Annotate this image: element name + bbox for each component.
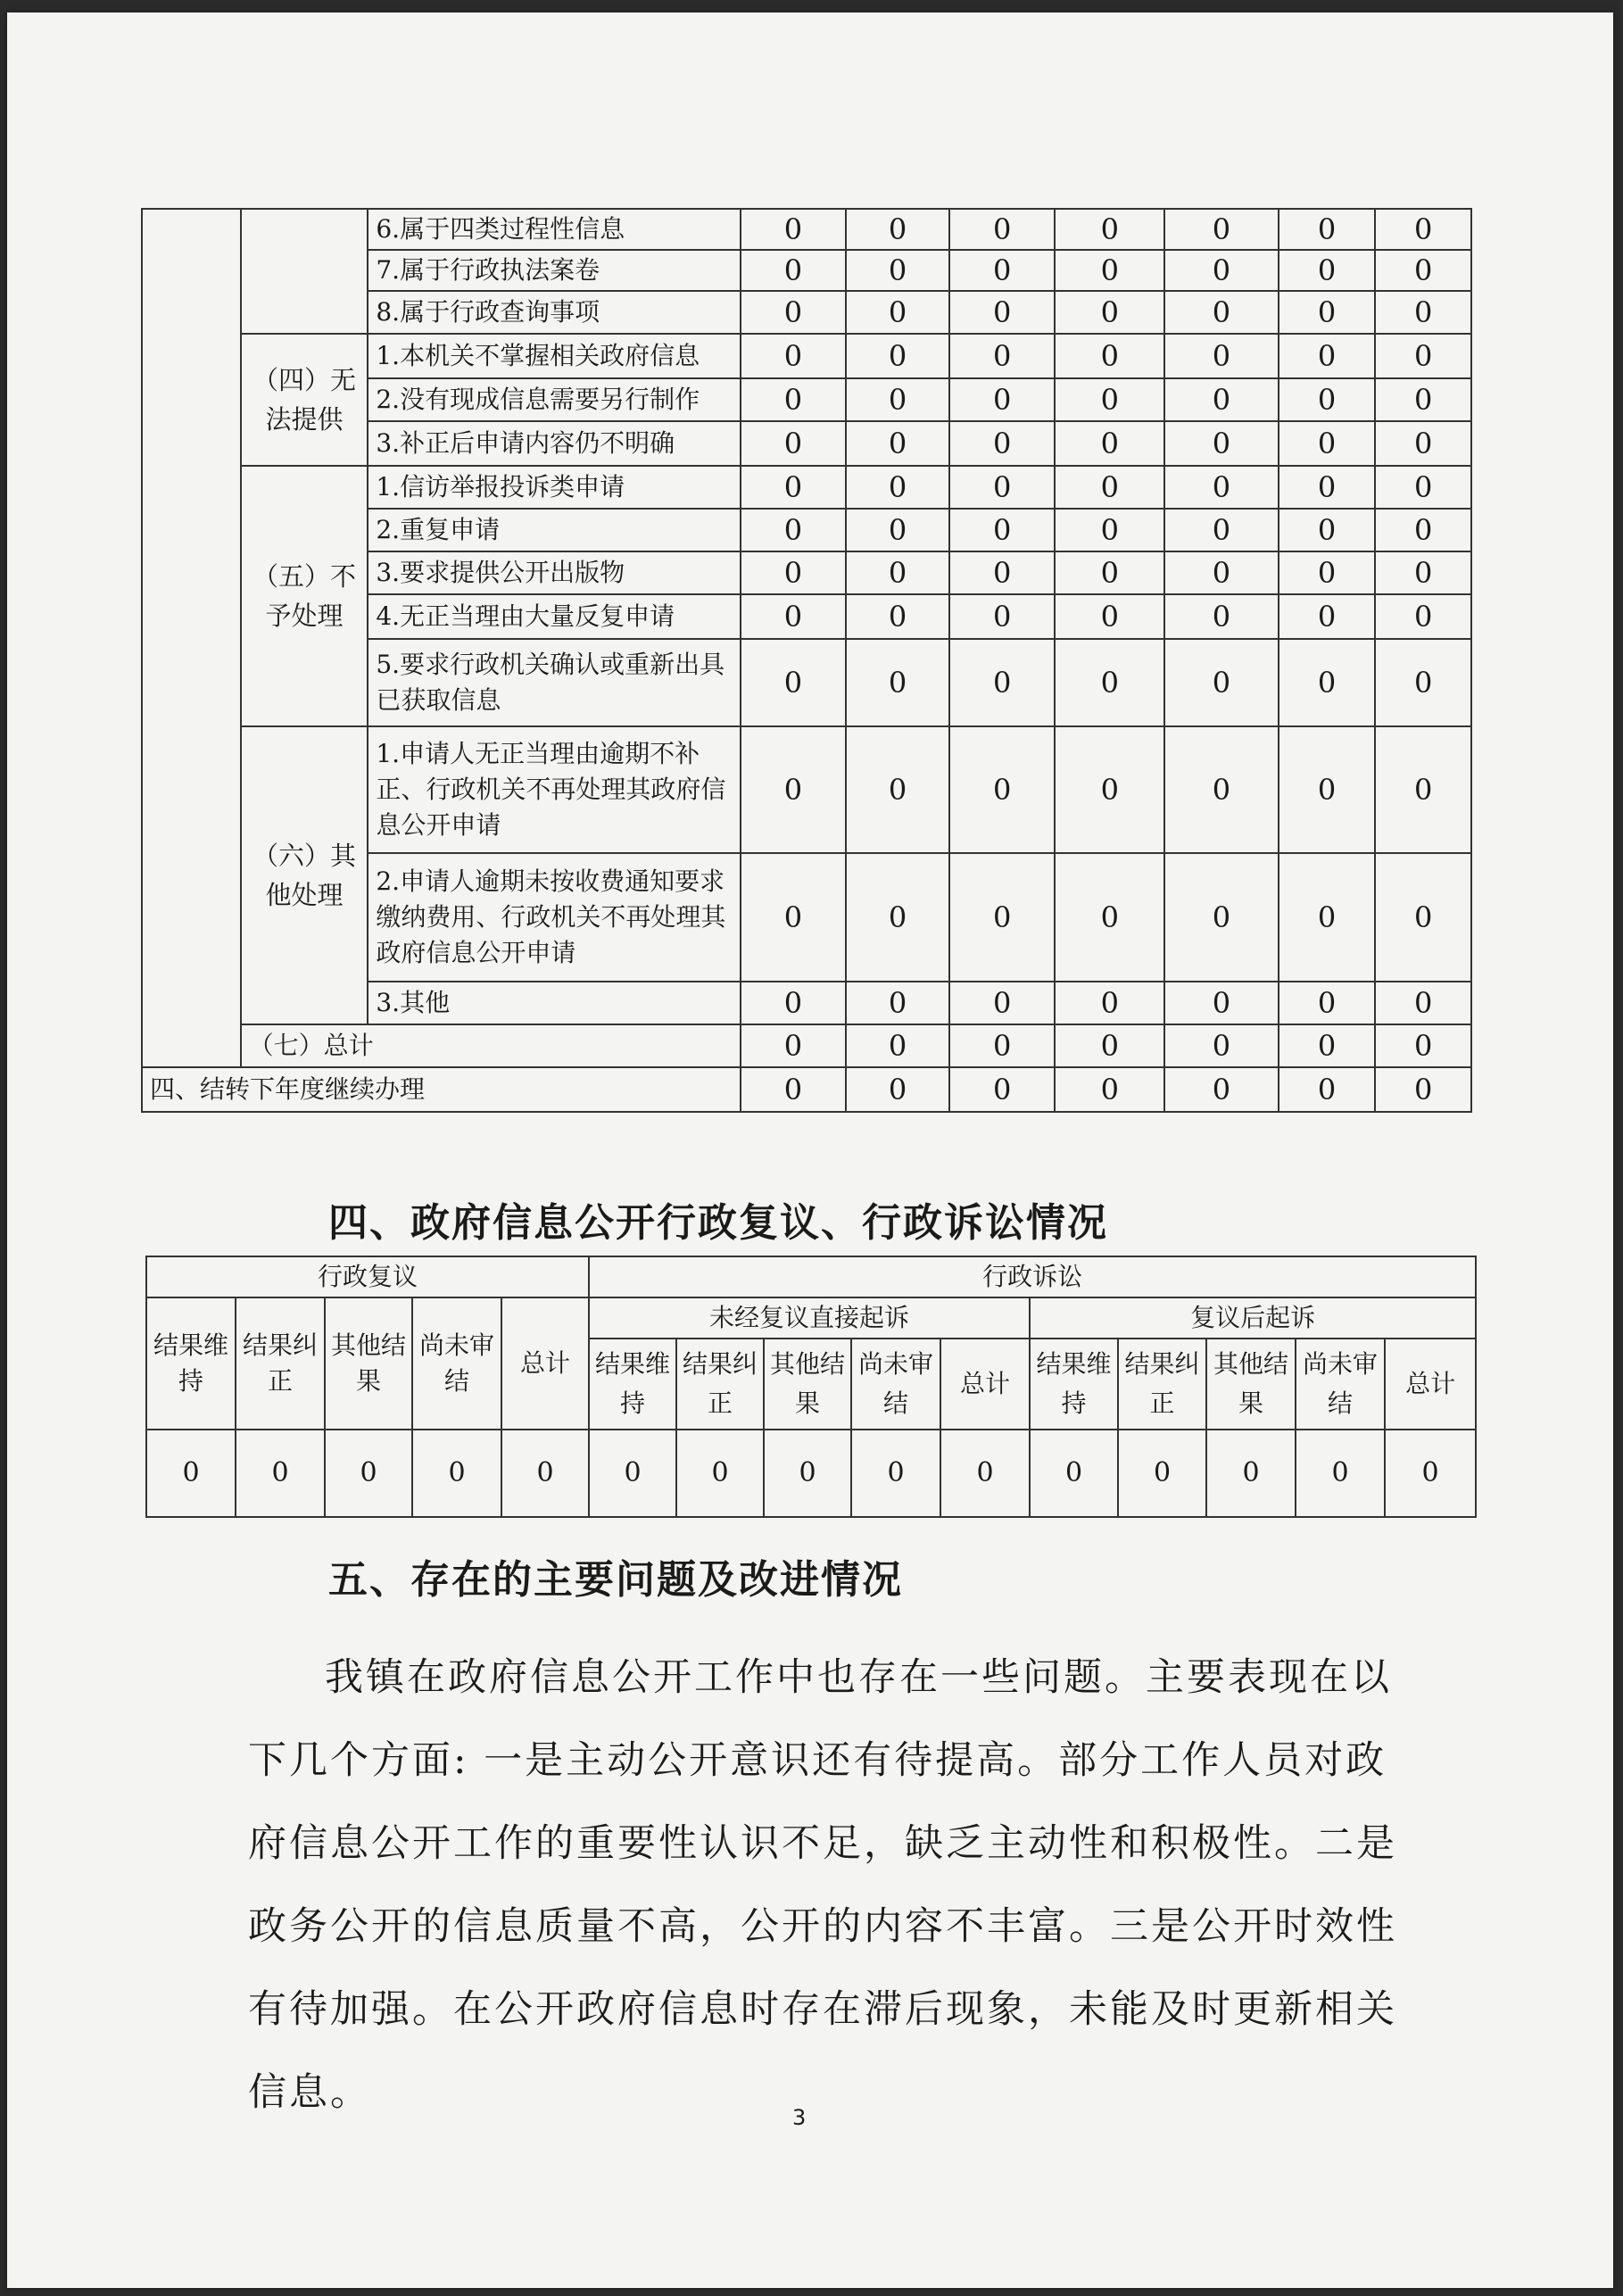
count-cell: 0 xyxy=(1279,466,1376,509)
count-cell: 0 xyxy=(851,1430,940,1517)
header-review-col-4: 尚未审结 xyxy=(412,1297,501,1430)
count-cell: 0 xyxy=(236,1430,325,1517)
count-cell: 0 xyxy=(846,250,949,291)
count-cell: 0 xyxy=(949,209,1056,250)
count-cell: 0 xyxy=(1164,1024,1279,1067)
count-cell: 0 xyxy=(741,466,847,509)
count-cell: 0 xyxy=(1375,209,1471,250)
count-cell: 0 xyxy=(764,1430,851,1517)
count-cell: 0 xyxy=(1375,726,1471,853)
count-cell: 0 xyxy=(1164,639,1279,726)
category-other-processing: （六）其他处理 xyxy=(241,726,368,1024)
count-cell: 0 xyxy=(741,726,847,853)
count-cell: 0 xyxy=(1055,982,1164,1024)
count-cell: 0 xyxy=(1164,334,1279,378)
row-label: 8.属于行政查询事项 xyxy=(368,291,740,334)
count-cell: 0 xyxy=(1164,250,1279,291)
header-direct-col-3: 其他结果 xyxy=(764,1339,851,1430)
count-cell: 0 xyxy=(1055,594,1164,639)
count-cell: 0 xyxy=(1279,1024,1376,1067)
count-cell: 0 xyxy=(1279,421,1376,466)
row-label: （七）总计 xyxy=(241,1024,741,1067)
count-cell: 0 xyxy=(1164,551,1279,594)
count-cell: 0 xyxy=(949,1024,1056,1067)
count-cell: 0 xyxy=(1164,466,1279,509)
header-direct-col-4: 尚未审结 xyxy=(851,1339,940,1430)
header-review-col-2: 结果纠正 xyxy=(236,1297,325,1430)
count-cell: 0 xyxy=(940,1430,1030,1517)
table-row xyxy=(142,1024,1471,1067)
header-after-review-litigation: 复议后起诉 xyxy=(1030,1297,1476,1339)
count-cell: 0 xyxy=(741,551,847,594)
blank-col-left xyxy=(142,209,241,1067)
header-after-col-1: 结果维持 xyxy=(1030,1339,1118,1430)
count-cell: 0 xyxy=(1164,291,1279,334)
count-cell: 0 xyxy=(1375,334,1471,378)
count-cell: 0 xyxy=(949,639,1056,726)
count-cell: 0 xyxy=(741,209,847,250)
count-cell: 0 xyxy=(1055,209,1164,250)
header-review-col-1: 结果维持 xyxy=(146,1297,236,1430)
count-cell: 0 xyxy=(1055,378,1164,421)
header-admin-review: 行政复议 xyxy=(146,1256,589,1297)
table-row xyxy=(142,334,1471,378)
count-cell: 0 xyxy=(1055,551,1164,594)
count-cell: 0 xyxy=(589,1430,676,1517)
row-label: 6.属于四类过程性信息 xyxy=(368,209,740,250)
count-cell: 0 xyxy=(1055,1067,1164,1112)
document-page xyxy=(7,12,1613,2288)
row-label: 1.信访举报投诉类申请 xyxy=(368,466,740,509)
blank-col-category xyxy=(241,209,368,334)
table-row xyxy=(142,466,1471,509)
count-cell: 0 xyxy=(846,509,949,551)
problems-paragraph xyxy=(248,1637,1408,2134)
table-row xyxy=(142,1067,1471,1112)
count-cell: 0 xyxy=(1164,853,1279,982)
count-cell: 0 xyxy=(846,982,949,1024)
count-cell: 0 xyxy=(846,594,949,639)
count-cell: 0 xyxy=(741,1024,847,1067)
row-label: 2.申请人逾期未按收费通知要求缴纳费用、行政机关不再处理其政府信息公开申请 xyxy=(368,853,740,982)
table-row xyxy=(142,726,1471,853)
header-direct-litigation: 未经复议直接起诉 xyxy=(589,1297,1030,1339)
row-label: 2.没有现成信息需要另行制作 xyxy=(368,378,740,421)
count-cell: 0 xyxy=(1164,726,1279,853)
count-cell: 0 xyxy=(1055,726,1164,853)
count-cell: 0 xyxy=(846,1067,949,1112)
count-cell: 0 xyxy=(949,1067,1056,1112)
count-cell: 0 xyxy=(1375,421,1471,466)
count-cell: 0 xyxy=(1279,639,1376,726)
header-after-col-3: 其他结果 xyxy=(1206,1339,1296,1430)
count-cell: 0 xyxy=(741,1067,847,1112)
row-label: 1.本机关不掌握相关政府信息 xyxy=(368,334,740,378)
count-cell: 0 xyxy=(846,334,949,378)
count-cell: 0 xyxy=(1055,853,1164,982)
count-cell: 0 xyxy=(949,466,1056,509)
count-cell: 0 xyxy=(501,1430,589,1517)
count-cell: 0 xyxy=(949,509,1056,551)
category-cannot-provide: （四）无法提供 xyxy=(241,334,368,466)
count-cell: 0 xyxy=(1375,378,1471,421)
count-cell: 0 xyxy=(949,982,1056,1024)
count-cell: 0 xyxy=(846,466,949,509)
count-cell: 0 xyxy=(1164,509,1279,551)
count-cell: 0 xyxy=(1279,209,1376,250)
count-cell: 0 xyxy=(949,594,1056,639)
count-cell: 0 xyxy=(1375,1067,1471,1112)
header-after-col-5: 总计 xyxy=(1385,1339,1476,1430)
count-cell: 0 xyxy=(741,509,847,551)
count-cell: 0 xyxy=(1164,378,1279,421)
count-cell: 0 xyxy=(846,726,949,853)
count-cell: 0 xyxy=(846,421,949,466)
count-cell: 0 xyxy=(741,250,847,291)
header-admin-litigation: 行政诉讼 xyxy=(589,1256,1476,1297)
page-number: 3 xyxy=(792,2105,807,2130)
count-cell: 0 xyxy=(1375,982,1471,1024)
count-cell: 0 xyxy=(1279,982,1376,1024)
category-not-processed: （五）不予处理 xyxy=(241,466,368,726)
header-after-col-4: 尚未审结 xyxy=(1296,1339,1385,1430)
count-cell: 0 xyxy=(949,551,1056,594)
count-cell: 0 xyxy=(741,853,847,982)
section-4-title: 四、政府信息公开行政复议、行政诉讼情况 xyxy=(328,1200,1108,1246)
count-cell: 0 xyxy=(1055,639,1164,726)
row-label: 四、结转下年度继续办理 xyxy=(142,1067,741,1112)
count-cell: 0 xyxy=(1030,1430,1118,1517)
count-cell: 0 xyxy=(846,378,949,421)
count-cell: 0 xyxy=(1279,594,1376,639)
count-cell: 0 xyxy=(846,209,949,250)
table-row xyxy=(142,209,1471,250)
count-cell: 0 xyxy=(949,250,1056,291)
header-after-col-2: 结果纠正 xyxy=(1118,1339,1206,1430)
header-direct-col-2: 结果纠正 xyxy=(676,1339,764,1430)
review-litigation-table xyxy=(145,1256,1477,1518)
problems-text: 我镇在政府信息公开工作中也存在一些问题。主要表现在以下几个方面: 一是主动公开意识还有待提高。部分工作人员对政府信息公开工作的重要性认识不足，缺乏主动性和积极性。二是政务公开的信息质量不高，公开的内容不丰富。三是公开时效性有待加强。在公开政府信息时存在滞后现象，未能及时更新相关信息。 xyxy=(248,1655,1397,2115)
count-cell: 0 xyxy=(1279,334,1376,378)
count-cell: 0 xyxy=(146,1430,236,1517)
count-cell: 0 xyxy=(1279,378,1376,421)
count-cell: 0 xyxy=(1055,334,1164,378)
row-label: 3.补正后申请内容仍不明确 xyxy=(368,421,740,466)
count-cell: 0 xyxy=(846,291,949,334)
count-cell: 0 xyxy=(949,334,1056,378)
count-cell: 0 xyxy=(1279,726,1376,853)
count-cell: 0 xyxy=(846,551,949,594)
count-cell: 0 xyxy=(1164,421,1279,466)
count-cell: 0 xyxy=(1279,1067,1376,1112)
count-cell: 0 xyxy=(846,853,949,982)
count-cell: 0 xyxy=(846,1024,949,1067)
count-cell: 0 xyxy=(1375,551,1471,594)
row-label: 2.重复申请 xyxy=(368,509,740,551)
count-cell: 0 xyxy=(741,291,847,334)
count-cell: 0 xyxy=(1375,594,1471,639)
count-cell: 0 xyxy=(412,1430,501,1517)
count-cell: 0 xyxy=(1055,466,1164,509)
count-cell: 0 xyxy=(1375,639,1471,726)
count-cell: 0 xyxy=(741,334,847,378)
count-cell: 0 xyxy=(949,421,1056,466)
statistics-table-continued xyxy=(141,208,1472,1113)
count-cell: 0 xyxy=(1375,291,1471,334)
row-label: 3.其他 xyxy=(368,982,740,1024)
header-direct-col-1: 结果维持 xyxy=(589,1339,676,1430)
count-cell: 0 xyxy=(741,594,847,639)
count-cell: 0 xyxy=(846,639,949,726)
count-cell: 0 xyxy=(1164,982,1279,1024)
count-cell: 0 xyxy=(1375,853,1471,982)
count-cell: 0 xyxy=(1055,250,1164,291)
count-cell: 0 xyxy=(949,378,1056,421)
count-cell: 0 xyxy=(949,291,1056,334)
count-cell: 0 xyxy=(1296,1430,1385,1517)
count-cell: 0 xyxy=(1279,291,1376,334)
count-cell: 0 xyxy=(1055,1024,1164,1067)
count-cell: 0 xyxy=(1279,250,1376,291)
count-cell: 0 xyxy=(1206,1430,1296,1517)
count-cell: 0 xyxy=(1375,466,1471,509)
count-cell: 0 xyxy=(741,378,847,421)
count-cell: 0 xyxy=(1055,291,1164,334)
count-cell: 0 xyxy=(1164,209,1279,250)
count-cell: 0 xyxy=(1279,551,1376,594)
header-review-col-5: 总计 xyxy=(501,1297,589,1430)
row-label: 1.申请人无正当理由逾期不补正、行政机关不再处理其政府信息公开申请 xyxy=(368,726,740,853)
count-cell: 0 xyxy=(949,853,1056,982)
section-5-title: 五、存在的主要问题及改进情况 xyxy=(328,1557,903,1603)
count-cell: 0 xyxy=(741,639,847,726)
row-label: 7.属于行政执法案卷 xyxy=(368,250,740,291)
header-direct-col-5: 总计 xyxy=(940,1339,1030,1430)
count-cell: 0 xyxy=(1375,250,1471,291)
count-cell: 0 xyxy=(1118,1430,1206,1517)
count-cell: 0 xyxy=(1055,421,1164,466)
count-cell: 0 xyxy=(676,1430,764,1517)
count-cell: 0 xyxy=(1164,594,1279,639)
count-cell: 0 xyxy=(741,421,847,466)
count-cell: 0 xyxy=(1279,509,1376,551)
header-review-col-3: 其他结果 xyxy=(325,1297,412,1430)
row-label: 4.无正当理由大量反复申请 xyxy=(368,594,740,639)
row-label: 5.要求行政机关确认或重新出具已获取信息 xyxy=(368,639,740,726)
count-cell: 0 xyxy=(1385,1430,1476,1517)
count-cell: 0 xyxy=(1164,1067,1279,1112)
row-label: 3.要求提供公开出版物 xyxy=(368,551,740,594)
count-cell: 0 xyxy=(1375,509,1471,551)
count-cell: 0 xyxy=(325,1430,412,1517)
count-cell: 0 xyxy=(1055,509,1164,551)
count-cell: 0 xyxy=(741,982,847,1024)
count-cell: 0 xyxy=(1375,1024,1471,1067)
count-cell: 0 xyxy=(949,726,1056,853)
count-cell: 0 xyxy=(1279,853,1376,982)
